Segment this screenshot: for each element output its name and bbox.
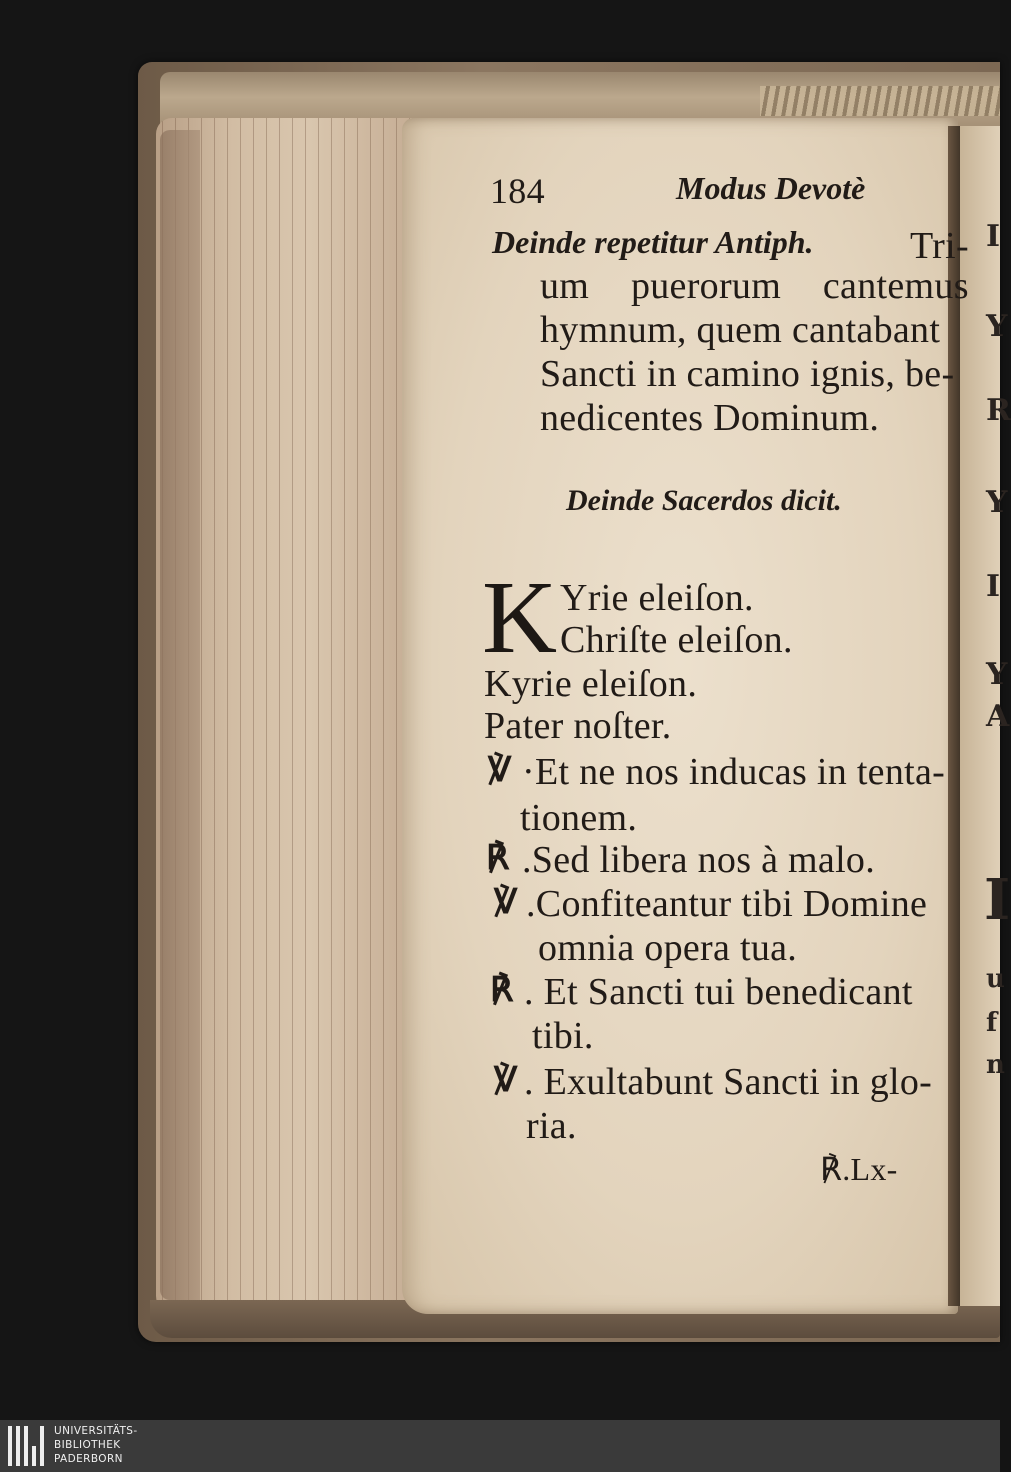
response-sign: ℟ bbox=[490, 972, 514, 1009]
library-logo-icon bbox=[6, 1426, 52, 1466]
text-line: tionem. bbox=[520, 797, 638, 839]
rubric-line: Deinde Sacerdos dicit. bbox=[566, 484, 842, 517]
text-line: ria. bbox=[526, 1105, 577, 1147]
versicle-sign: ℣ bbox=[488, 752, 512, 789]
library-name-line: PADERBORN bbox=[54, 1453, 123, 1465]
facing-page-letter: Y bbox=[986, 309, 1008, 344]
library-footer bbox=[0, 1420, 1000, 1472]
facing-page-letter: I bbox=[986, 219, 1001, 254]
running-head: Modus Devotè bbox=[676, 170, 866, 206]
facing-page-letter: I bbox=[984, 867, 1011, 933]
text-line: .Confiteantur tibi Domine bbox=[526, 883, 928, 925]
text-line: ·Et ne nos inducas in tenta- bbox=[522, 751, 946, 793]
drop-cap: K bbox=[482, 560, 558, 675]
facing-page-letter: A bbox=[986, 699, 1010, 734]
text-line: um puerorum cantemus bbox=[540, 265, 969, 307]
library-name bbox=[54, 1424, 138, 1466]
text-line: . Et Sancti tui benedicant bbox=[524, 971, 913, 1013]
text-line: Tri- bbox=[910, 225, 969, 267]
facing-page-letter: R bbox=[986, 393, 1011, 428]
text-line: Yrie eleiſon. bbox=[560, 577, 754, 619]
text-line: . Exultabunt Sancti in glo- bbox=[524, 1061, 933, 1103]
text-line: .Sed libera nos à malo. bbox=[522, 839, 876, 881]
text-line: nedicentes Dominum. bbox=[540, 397, 880, 439]
response-sign: ℟ bbox=[486, 840, 510, 877]
text-line: tibi. bbox=[532, 1015, 594, 1057]
facing-page-letter: u bbox=[986, 964, 1005, 994]
library-name-line: UNIVERSITÄTS- bbox=[54, 1425, 138, 1437]
facing-page-letter: f bbox=[986, 1008, 998, 1038]
facing-page-letter: n bbox=[986, 1050, 1005, 1080]
text-line: Pater noſter. bbox=[484, 705, 672, 747]
text-line: Kyrie eleiſon. bbox=[484, 663, 698, 705]
headband bbox=[760, 86, 1000, 116]
facing-page-letter: Y bbox=[986, 657, 1008, 692]
facing-page-letter: I bbox=[986, 569, 1001, 604]
text-line: Chriſte eleiſon. bbox=[560, 619, 793, 661]
text-line: Sancti in camino ignis, be- bbox=[540, 353, 955, 395]
facing-page-letter: Y bbox=[986, 485, 1008, 520]
versicle-sign: ℣ bbox=[494, 1062, 518, 1099]
text-line: hymnum, quem cantabant bbox=[540, 309, 941, 351]
page-block-shadow bbox=[160, 130, 200, 1300]
library-name-line: BIBLIOTHEK bbox=[54, 1439, 121, 1451]
text-line: omnia opera tua. bbox=[538, 927, 798, 969]
catchword: ℟.Lx- bbox=[820, 1151, 898, 1187]
rubric-line: Deinde repetitur Antiph. bbox=[492, 224, 814, 260]
page-number: 184 bbox=[490, 171, 545, 211]
versicle-sign: ℣ bbox=[494, 884, 518, 921]
